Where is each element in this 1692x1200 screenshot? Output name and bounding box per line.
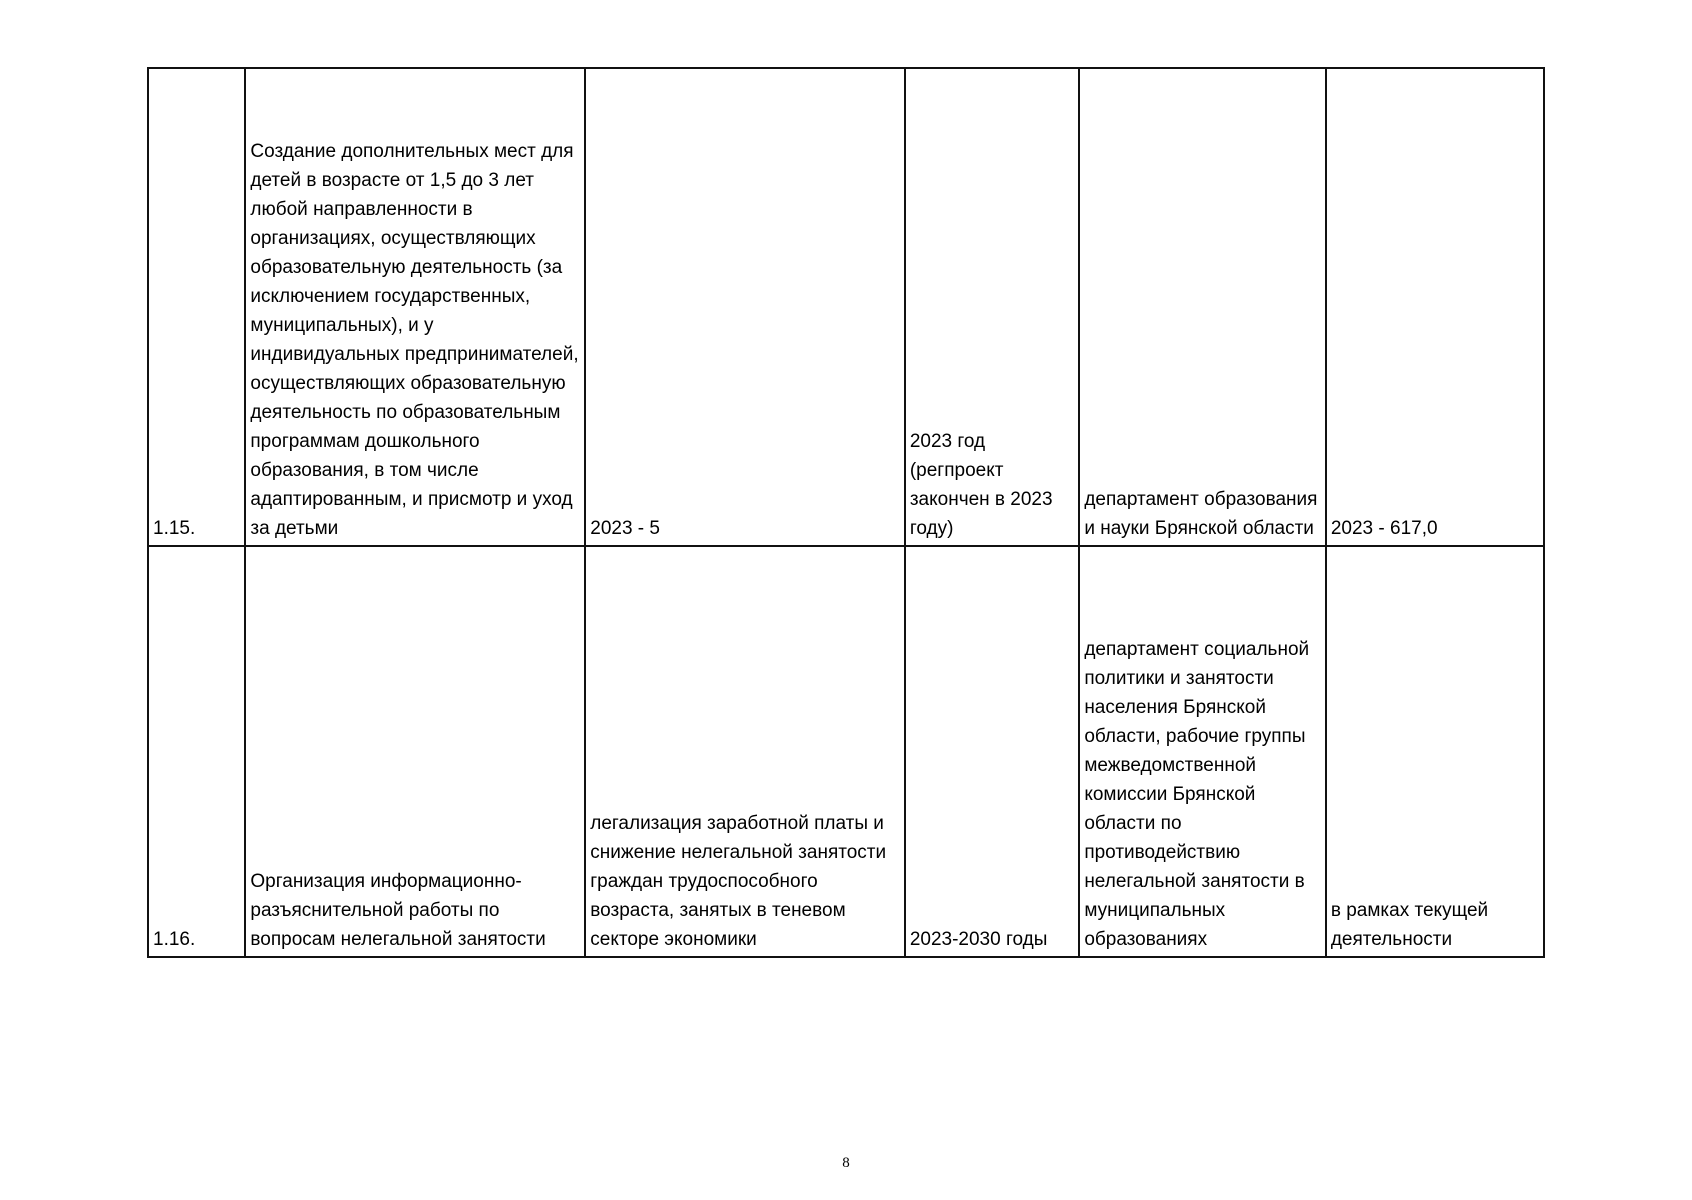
cell-financing: 2023 - 617,0 <box>1326 68 1544 546</box>
cell-financing: в рамках текущей деятельности <box>1326 546 1544 957</box>
table-row <box>148 546 1544 957</box>
cell-expected-result: 2023 - 5 <box>585 68 905 546</box>
table-row <box>148 68 1544 546</box>
page-number: 8 <box>842 1155 850 1171</box>
cell-executor: департамент образования и науки Брянской области <box>1079 68 1326 546</box>
measures-table <box>147 67 1545 958</box>
cell-item-number: 1.16. <box>148 546 245 957</box>
cell-measure-name: Создание дополнительных мест для детей в возрасте от 1,5 до 3 лет любой направленности в организациях, осуществляющих образовательную деятельность (за исключением государственных, муниципальных), и у индивидуальных предпринимателей, осуществляющих образовательную деятельность по образовательным программам дошкольного образования, в том числе адаптированным, и присмотр и уход за детьми <box>245 68 585 546</box>
cell-measure-name: Организация информационно-разъяснительной работы по вопросам нелегальной занятости <box>245 546 585 957</box>
cell-item-number: 1.15. <box>148 68 245 546</box>
cell-term: 2023-2030 годы <box>905 546 1079 957</box>
cell-expected-result: легализация заработной платы и снижение нелегальной занятости граждан трудоспособного возраста, занятых в теневом секторе экономики <box>585 546 905 957</box>
cell-executor: департамент социальной политики и занятости населения Брянской области, рабочие группы межведомственной комиссии Брянской области по противодействию нелегальной занятости в муниципальных образованиях <box>1079 546 1326 957</box>
cell-term: 2023 год (регпроект закончен в 2023 году) <box>905 68 1079 546</box>
